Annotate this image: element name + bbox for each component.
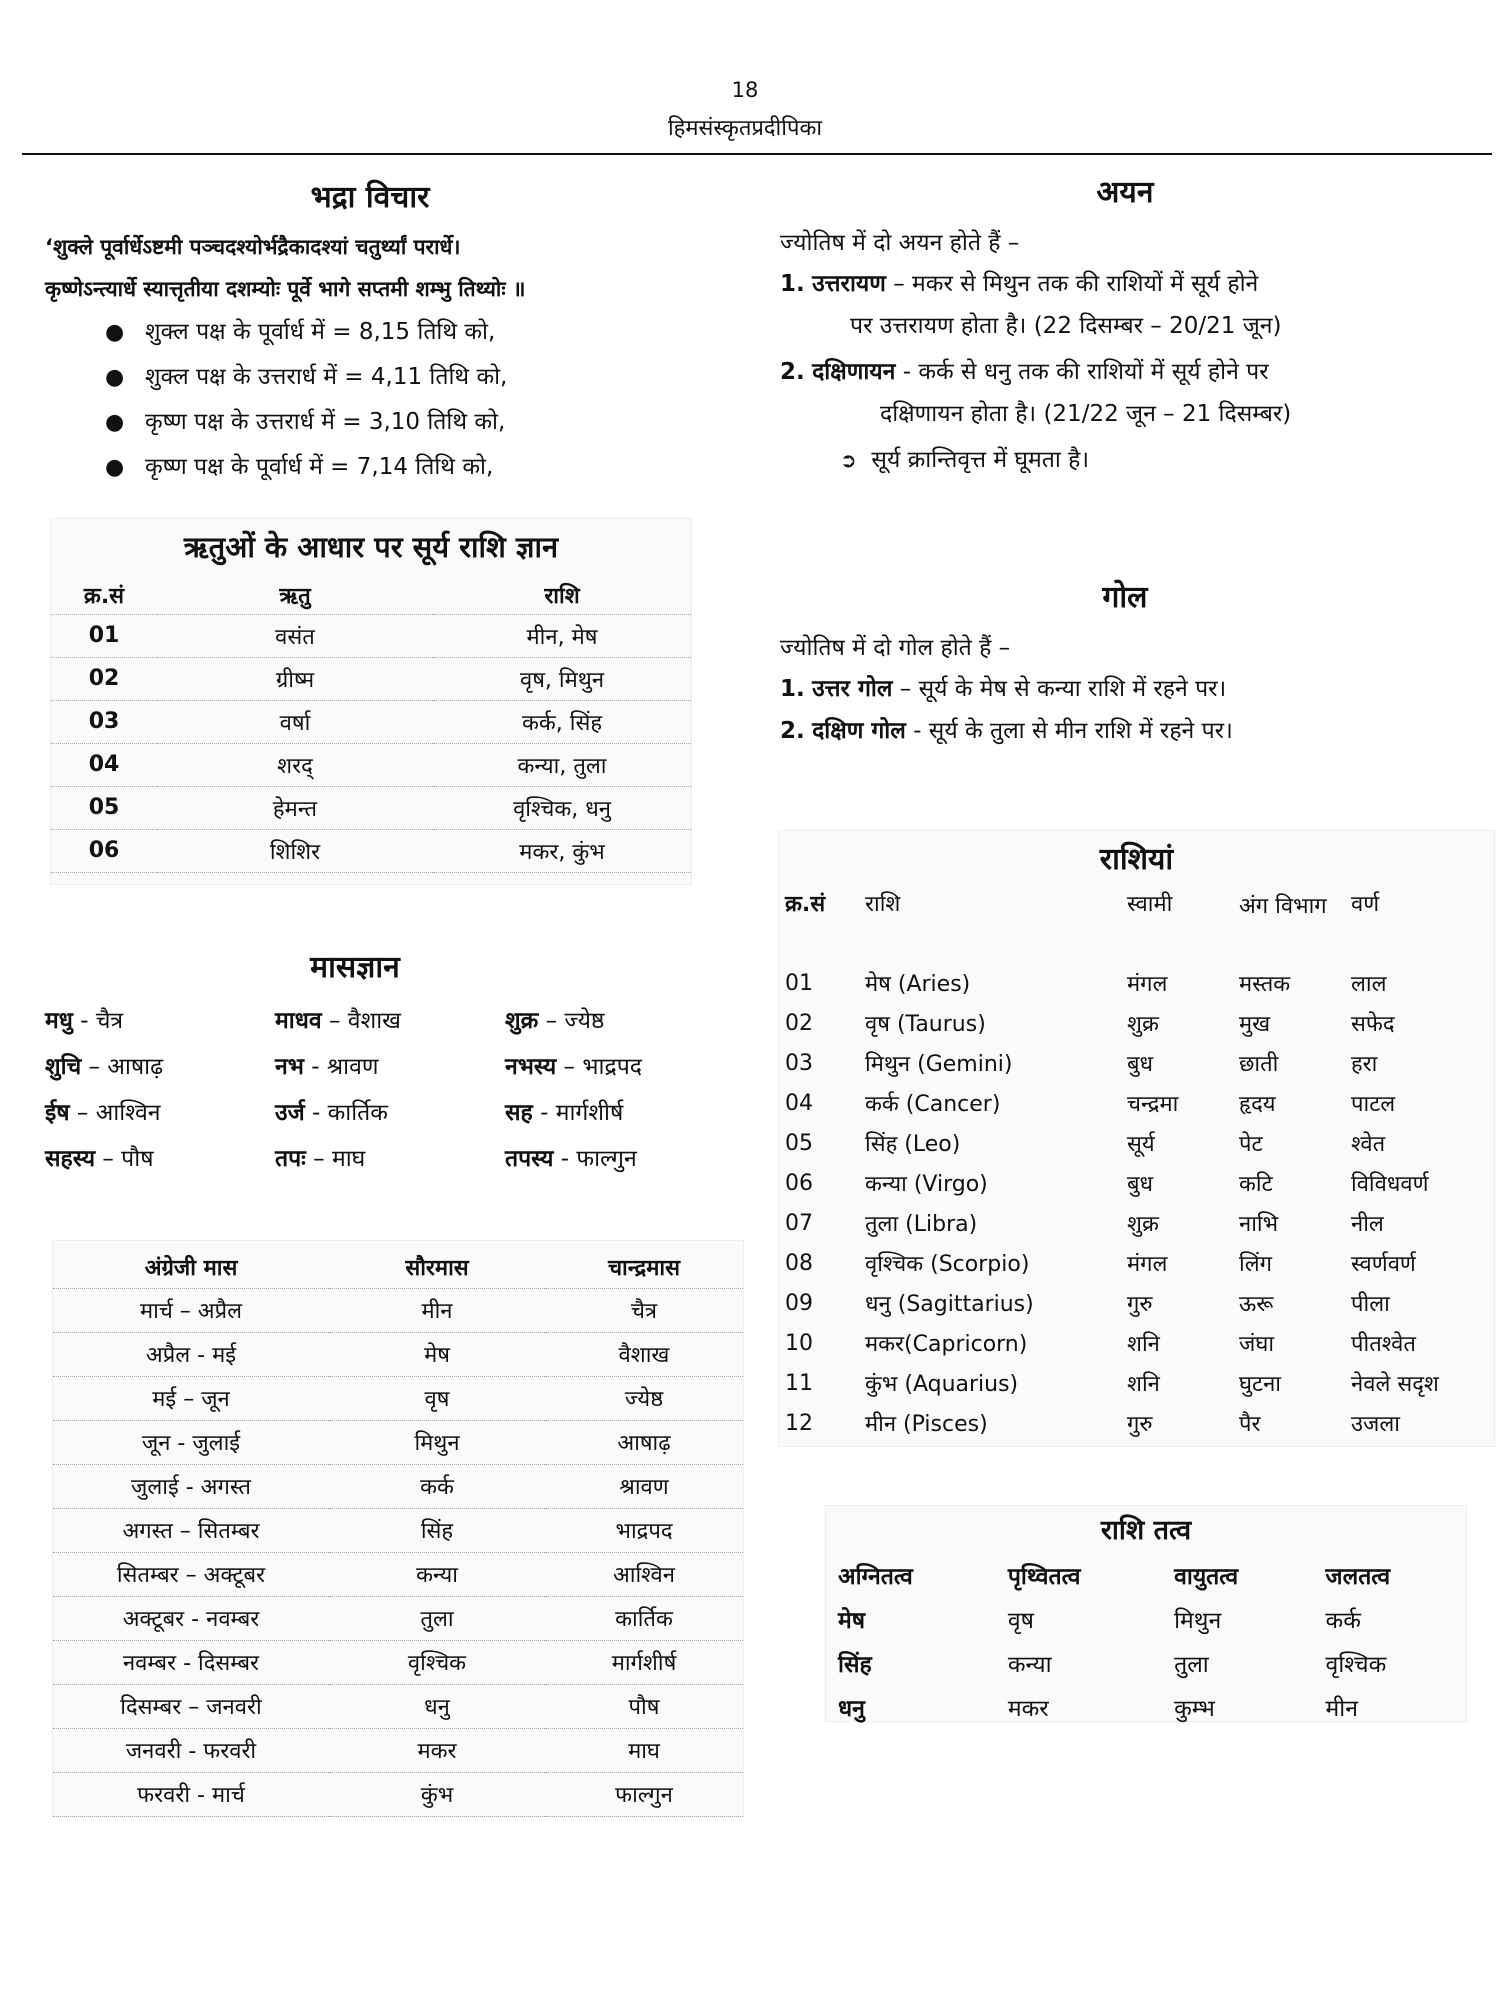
running-title: हिमसंस्कृतप्रदीपिका	[667, 116, 823, 141]
ritu-title: ऋतुओं के आधार पर सूर्य राशि ज्ञान	[183, 530, 559, 564]
months-table	[53, 1246, 743, 1817]
ritu-section	[50, 518, 692, 885]
gol-intro: ज्योतिष में दो गोल होते हैं –	[780, 635, 1011, 661]
list-item: ● कृष्ण पक्ष के उत्तरार्ध में = 3,10 तिथि को,	[105, 400, 695, 445]
table-row: सिंह कन्या तुला वृश्चिक	[838, 1652, 1387, 1678]
table-row: 10 मकर(Capricorn) शनि जंघा पीतश्वेत	[785, 1330, 1416, 1357]
bullet-icon: ●	[105, 320, 125, 345]
table-row: 02 ग्रीष्म वृष, मिथुन	[51, 657, 691, 700]
table-row: 06 कन्या (Virgo) बुध कटि विविधवर्ण	[785, 1170, 1429, 1197]
list-item: 1. उत्तर गोल – सूर्य के मेष से कन्या राशि में रहने पर।	[780, 676, 1227, 702]
table-header: अग्नितत्व पृथ्वितत्व वायुतत्व जलतत्व	[838, 1564, 1391, 1590]
table-row: 03 मिथुन (Gemini) बुध छाती हरा	[785, 1050, 1378, 1077]
masa-title: मासज्ञान	[310, 950, 400, 985]
table-row: 06 शिशिर मकर, कुंभ	[51, 829, 691, 872]
gol-section	[780, 575, 1470, 752]
table-header: क्र.सं ऋतु राशि	[51, 576, 691, 614]
table-row: धनु मकर कुम्भ मीन	[838, 1696, 1359, 1722]
table-row: शुचि – आषाढ़ नभ - श्रावण नभस्य – भाद्रपद	[45, 1054, 642, 1080]
table-row: 04 कर्क (Cancer) चन्द्रमा हृदय पाटल	[785, 1090, 1396, 1117]
table-row: नवम्बर - दिसम्बर वृश्चिक मार्गशीर्ष	[53, 1640, 743, 1684]
bhadra-bullets	[105, 310, 695, 490]
header-divider	[22, 153, 1492, 155]
table-row: 11 कुंभ (Aquarius) शनि घुटना नेवले सदृश	[785, 1370, 1439, 1397]
table-row: मधु - चैत्र माधव – वैशाख शुक्र – ज्येष्ठ	[45, 1008, 605, 1034]
table-row: 02 वृष (Taurus) शुक्र मुख सफेद	[785, 1010, 1395, 1037]
sloka	[45, 226, 695, 310]
ayan-intro: ज्योतिष में दो अयन होते हैं –	[780, 230, 1020, 256]
table-row: सितम्बर – अक्टूबर कन्या आश्विन	[53, 1552, 743, 1596]
bhadra-title: भद्रा विचार	[310, 180, 430, 215]
table-row: अप्रैल - मई मेष वैशाख	[53, 1332, 743, 1376]
table-row: 08 वृश्चिक (Scorpio) मंगल लिंग स्वर्णवर्ण	[785, 1250, 1416, 1277]
bullet-icon: ●	[105, 365, 125, 390]
table-row: 03 वर्षा कर्क, सिंह	[51, 700, 691, 743]
tatva-title: राशि तत्व	[1100, 1515, 1192, 1546]
table-row: मई – जून वृष ज्येष्ठ	[53, 1376, 743, 1420]
bullet-icon: ●	[105, 455, 125, 480]
note: ➲ सूर्य क्रान्तिवृत्त में घूमता है।	[840, 447, 1090, 473]
rashiyan-section	[778, 830, 1495, 1447]
table-row: जनवरी - फरवरी मकर माघ	[53, 1728, 743, 1772]
table-row: 05 सिंह (Leo) सूर्य पेट श्वेत	[785, 1130, 1386, 1157]
table-row: 12 मीन (Pisces) गुरु पैर उजला	[785, 1410, 1400, 1437]
bhadra-section	[45, 175, 695, 490]
table-row: 01 मेष (Aries) मंगल मस्तक लाल	[785, 970, 1387, 997]
table-row: 05 हेमन्त वृश्चिक, धनु	[51, 786, 691, 829]
list-item-continuation: दक्षिणायन होता है। (21/22 जून – 21 दिसम्बर)	[880, 401, 1292, 427]
arrow-icon: ➲	[840, 448, 857, 472]
table-row: सहस्य – पौष तपः – माघ तपस्य - फाल्गुन	[45, 1146, 637, 1172]
rashiyan-title: राशियां	[1099, 842, 1174, 877]
sloka-line: ‘शुक्ले पूर्वार्धेऽष्टमी पञ्चदश्योर्भद्रैकादश्यां चतुर्थ्यां परार्धे।	[45, 235, 461, 259]
table-row: मार्च – अप्रैल मीन चैत्र	[53, 1288, 743, 1332]
sloka-line: कृष्णेऽन्त्यार्धे स्यात्तृतीया दशम्योः पूर्वे भागे सप्तमी शम्भु तिथ्योः ॥	[45, 277, 526, 301]
table-header: अंग्रेजी मास सौरमास चान्द्रमास	[53, 1246, 743, 1288]
table-row: 01 वसंत मीन, मेष	[51, 614, 691, 657]
page-number: 18	[731, 78, 759, 102]
rashiyan-table	[779, 888, 1494, 1443]
tatva-table	[826, 1553, 1466, 1729]
list-item-continuation: पर उत्तरायण होता है। (22 दिसम्बर – 20/21 जून)	[850, 313, 1282, 339]
bullet-icon: ●	[105, 410, 125, 435]
list-item: 2. दक्षिण गोल - सूर्य के तुला से मीन राशि में रहने पर।	[780, 718, 1233, 744]
list-item: ● कृष्ण पक्ष के पूर्वार्ध में = 7,14 तिथि को,	[105, 445, 695, 490]
table-header: क्र.सं राशि स्वामी अंग विभाग वर्ण	[785, 892, 1380, 919]
list-item: ● शुक्ल पक्ष के पूर्वार्ध में = 8,15 तिथि को,	[105, 310, 695, 355]
months-section	[52, 1240, 744, 1817]
tatva-section	[825, 1505, 1467, 1722]
table-row: दिसम्बर – जनवरी धनु पौष	[53, 1684, 743, 1728]
table-row: 04 शरद् कन्या, तुला	[51, 743, 691, 786]
table-row: अगस्त – सितम्बर सिंह भाद्रपद	[53, 1508, 743, 1552]
ayan-title: अयन	[1096, 175, 1154, 210]
table-row: जून - जुलाई मिथुन आषाढ़	[53, 1420, 743, 1464]
ritu-table	[51, 576, 691, 873]
ayan-section	[780, 170, 1470, 481]
table-row: 07 तुला (Libra) शुक्र नाभि नील	[785, 1210, 1384, 1237]
list-item: 1. उत्तरायण – मकर से मिथुन तक की राशियों में सूर्य होने	[780, 271, 1259, 297]
table-row: फरवरी - मार्च कुंभ फाल्गुन	[53, 1772, 743, 1816]
gol-title: गोल	[1102, 580, 1148, 615]
table-row: अक्टूबर - नवम्बर तुला कार्तिक	[53, 1596, 743, 1640]
table-row: मेष वृष मिथुन कर्क	[838, 1608, 1361, 1634]
masa-table	[45, 996, 662, 1180]
table-row: ईष – आश्विन उर्ज - कार्तिक सह - मार्गशीर्ष	[45, 1100, 624, 1126]
table-row: 09 धनु (Sagittarius) गुरु ऊरू पीला	[785, 1290, 1390, 1317]
list-item: 2. दक्षिणायन - कर्क से धनु तक की राशियों में सूर्य होने पर	[780, 359, 1269, 385]
masa-section	[45, 945, 695, 1180]
list-item: ● शुक्ल पक्ष के उत्तरार्ध में = 4,11 तिथि को,	[105, 355, 695, 400]
table-row: जुलाई - अगस्त कर्क श्रावण	[53, 1464, 743, 1508]
